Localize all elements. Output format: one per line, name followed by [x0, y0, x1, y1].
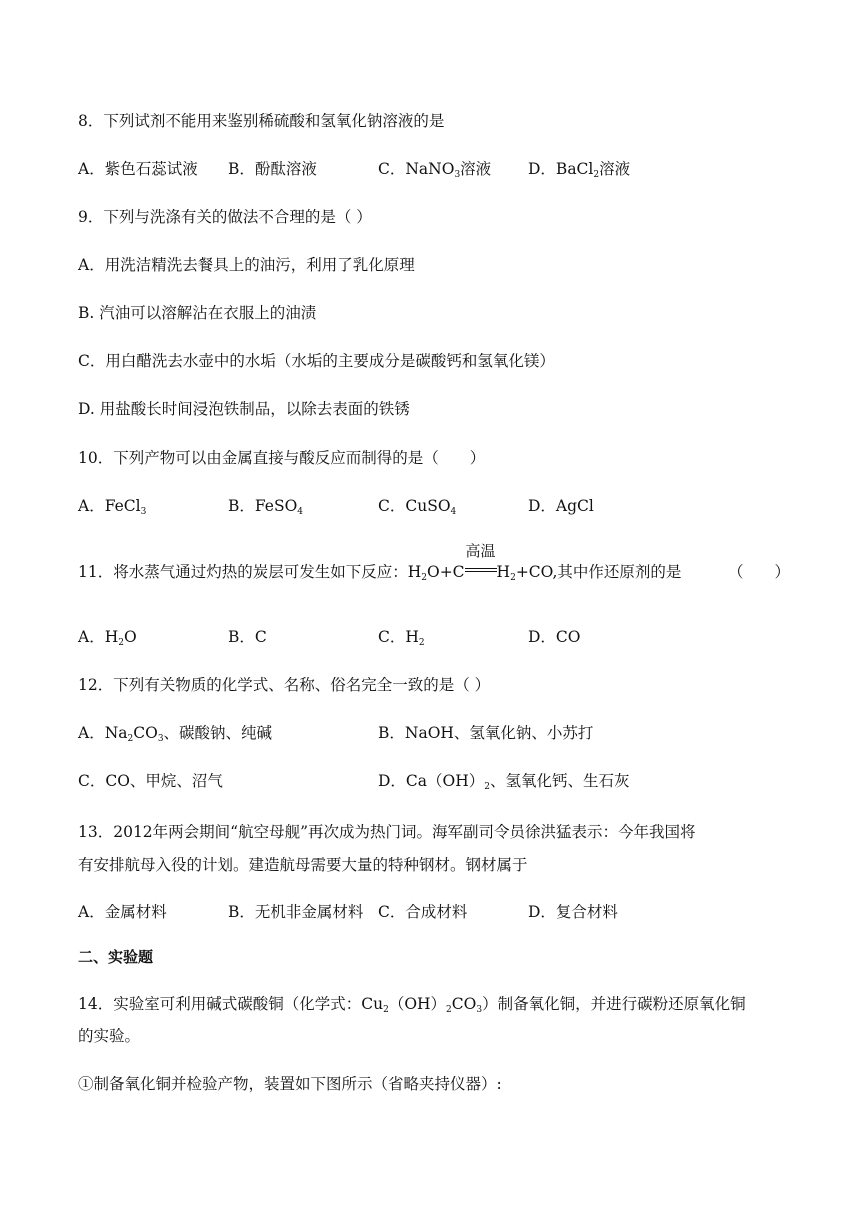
q9-option-b: B. 汽油可以溶解沾在衣服上的油渍 [78, 304, 317, 322]
q13-stem-line1: 13．2012年两会期间“航空母舰”再次成为热门词。海军副司令员徐洪猛表示：今年我国将 [78, 823, 696, 841]
q14-stem-line1: 14．实验室可利用碱式碳酸铜（化学式：$Cu_2(OH)_2CO_3$）制备氧化铜，并进行碳粉还原氧化铜 [78, 995, 746, 1015]
section-heading-experiment: 二、实验题 [78, 948, 154, 966]
q13-option-b: B．无机非金属材料 [228, 903, 364, 921]
q11-option-b: B．C [228, 628, 267, 646]
q12-option-c: C．CO、甲烷、沼气 [78, 772, 223, 790]
q14-part1: ①制备氧化铜并检验产物，装置如下图所示（省略夹持仪器）: [78, 1075, 502, 1093]
q10-stem: 10．下列产物可以由金属直接与酸反应而制得的是（ ） [78, 449, 486, 467]
q9-option-d: D. 用盐酸长时间浸泡铁制品，以除去表面的铁锈 [78, 400, 410, 418]
q11-option-a: A．$H_2O$ [78, 628, 137, 648]
q11-equation: 11．将水蒸气通过灼热的炭层可发生如下反应：$H_2O+C$ 高温 $H_2+CO$,其中作还原剂的是 [78, 542, 682, 583]
q9-option-c: C．用白醋洗去水壶中的水垢（水垢的主要成分是碳酸钙和氢氧化镁） [78, 352, 555, 370]
q12-stem: 12．下列有关物质的化学式、名称、俗名完全一致的是（ ） [78, 676, 491, 694]
q10-option-b: B．FeSO$_4$ [228, 497, 304, 517]
q10-option-d: D．AgCl [528, 497, 594, 515]
reaction-condition: 高温 [465, 562, 497, 582]
q10-option-a: A．FeCl$_3$ [78, 497, 147, 517]
q8-option-c: C．NaNO$_3$溶液 [378, 160, 492, 180]
q12-option-a: A．$Na_2CO_3$、碳酸钠、纯碱 [78, 724, 273, 744]
q11-option-c: C．$H_2$ [378, 628, 425, 648]
q8-stem: 8．下列试剂不能用来鉴别稀硫酸和氢氧化钠溶液的是 [78, 112, 445, 130]
q8-option-a: A．紫色石蕊试液 [78, 160, 198, 178]
q11-option-d: D．CO [528, 628, 581, 646]
q10-option-c: C．CuSO$_4$ [378, 497, 457, 517]
q9-option-a: A．用洗洁精洗去餐具上的油污，利用了乳化原理 [78, 256, 415, 274]
q11-answer-paren: （ ） [728, 563, 791, 581]
q13-option-c: C．合成材料 [378, 903, 468, 921]
q14-stem-line2: 的实验。 [78, 1027, 141, 1045]
q13-option-a: A．金属材料 [78, 903, 167, 921]
q9-stem: 9．下列与洗涤有关的做法不合理的是（ ） [78, 208, 372, 226]
q13-stem-line2: 有安排航母入役的计划。建造航母需要大量的特种钢材。钢材属于 [78, 856, 528, 874]
q8-option-b: B．酚酞溶液 [228, 160, 317, 178]
q12-option-b: B．NaOH、氢氧化钠、小苏打 [378, 724, 594, 742]
q8-option-d: D．BaCl$_2$溶液 [528, 160, 631, 180]
q13-option-d: D．复合材料 [528, 903, 618, 921]
q12-option-d: D．$Ca(OH)_2$、氢氧化钙、生石灰 [378, 772, 630, 792]
